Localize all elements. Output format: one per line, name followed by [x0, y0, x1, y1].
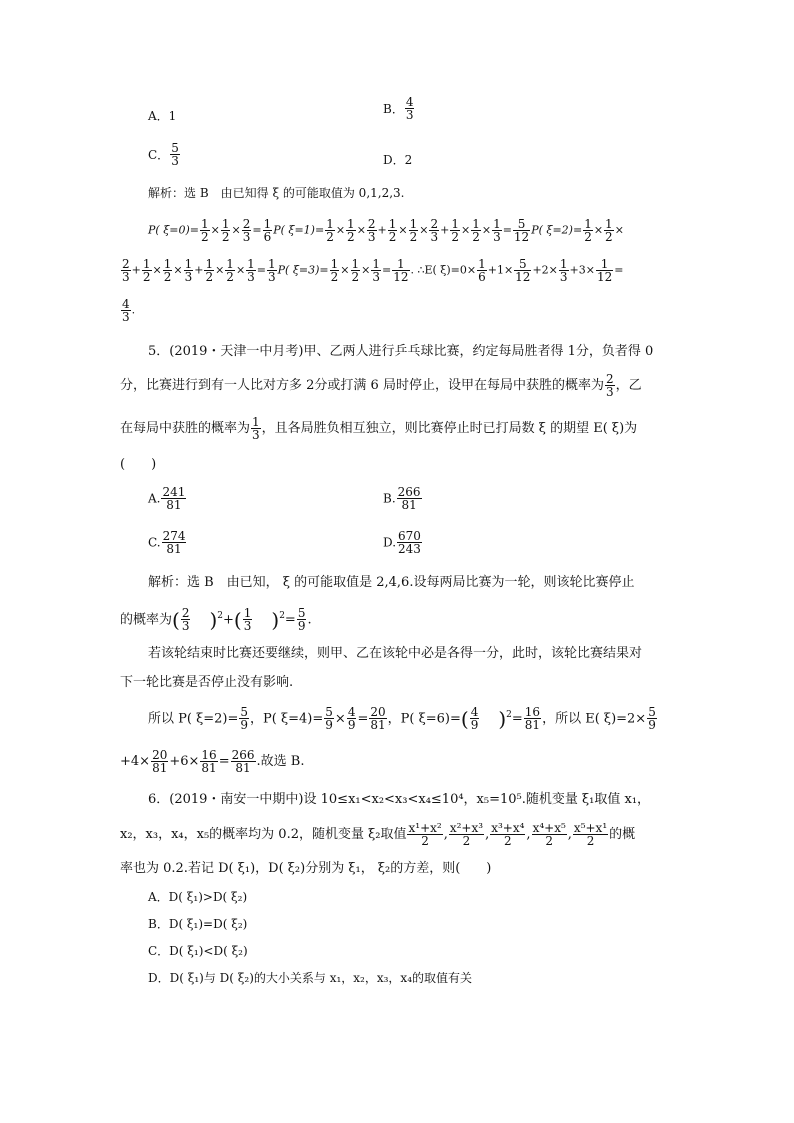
- q5-solution-line1: [148, 574, 634, 592]
- q6-option-a: [148, 888, 247, 906]
- q4-solution-line1: P( ξ=0)= $\frac{1}{2}$ × $\frac{1}{2}$ × $\frac{2}{3}$ = $\frac{1}{6}$ P( ξ=1)= $\frac{1}{2}$ × $\frac{1}{2}$ × $\frac{2}{3}$ + $\frac{1}{2}$ × $\frac{1}{2}$ × $\frac{2}{3}$ + $\frac{1}{2}$ × $\frac{1}{2}$ × $\frac{1}{3}$ = $\frac{5}{12}$ P( ξ=2)= $\frac{1}{2}$ × $\frac{1}{2}$ ×: [148, 217, 624, 244]
- solution-text: 的概率为: [120, 612, 173, 628]
- solution-text: 所以 P( ξ=2)=: [148, 711, 239, 727]
- q5-solution-line4: [120, 674, 293, 692]
- q6-stem-line3: [120, 860, 491, 878]
- prob-label: P( ξ=2)=: [531, 223, 583, 237]
- q6-option-c: [148, 942, 248, 960]
- q5-solution-line3: [148, 645, 642, 663]
- q4-option-b: [383, 96, 415, 121]
- q5-option-d: D. $\frac{670}{243}$: [383, 529, 421, 556]
- q4-option-a: [148, 107, 176, 124]
- q6-stem-line2: x₂，x₃，x₄，x₅的概率均为 0.2，随机变量 ξ₂取值 $\frac{\text{x¹+x²}}{2}$ , $\frac{\text{x²+x³}}{2}$ , $\frac{\text{x³+x⁴}}{2}$ , $\frac{\text{x⁴+x⁵}}{2}$ , $\frac{\text{x⁵+x¹}}{2}$ 的概: [120, 821, 636, 848]
- q4-option-c: [148, 142, 181, 167]
- q4-solution-result: $\frac{4}{3}$ .: [122, 297, 136, 324]
- q6-stem-line1: [148, 791, 650, 809]
- option-value: 1: [168, 109, 177, 123]
- q6-option-d: [148, 969, 472, 987]
- q4-solution-line2: $\frac{2}{3}$ + $\frac{1}{2}$ × $\frac{1}{2}$ × $\frac{1}{3}$ + $\frac{1}{2}$ × $\frac{1}{2}$ × $\frac{1}{3}$ = $\frac{1}{3}$ P( ξ=3)= $\frac{1}{2}$ × $\frac{1}{2}$ × $\frac{1}{3}$ = $\frac{1}{12}$ . ∴E( ξ)=0× $\frac{1}{6}$ +1× $\frac{5}{12}$ +2× $\frac{1}{3}$ +3× $\frac{1}{12}$ =: [122, 257, 624, 284]
- question-text: 分，比赛进行到有一人比对方多 2分或打满 6 局时停止，设甲在每局中获胜的概率为: [120, 378, 604, 393]
- option-label: D.: [383, 535, 397, 550]
- q5-stem-line1: [148, 343, 653, 361]
- option-text: B．D( ξ₁)=D( ξ₂): [148, 917, 248, 931]
- option-label: C．: [148, 148, 170, 162]
- prob-label: P( ξ=0)=: [148, 223, 199, 237]
- question-text: x₂，x₃，x₄，x₅的概率均为 0.2，随机变量 ξ₂取值: [120, 827, 407, 842]
- prob-label: P( ξ=1)=: [273, 223, 325, 237]
- solution-text: 下一轮比赛是否停止没有影响.: [120, 675, 294, 690]
- fraction: $\frac{4}{3}$: [405, 95, 414, 122]
- q5-option-c: C. $\frac{274}{81}$: [148, 529, 186, 556]
- option-label: B．: [383, 102, 404, 116]
- question-text: 6．(2019・南安一中期中)设 10≤x₁<x₂<x₃<x₄≤10⁴，x₅=10⁵.随机变量 ξ₁取值 x₁，: [148, 792, 651, 807]
- q5-solution-line5: 所以 P( ξ=2)= $\frac{5}{9}$ ，P( ξ=4)= $\frac{5}{9}$ × $\frac{4}{9}$ = $\frac{20}{81}$ ，P( ξ=6)=( $\frac{4}{9}$ )$^2$= $\frac{16}{81}$ ，所以 E( ξ)=2× $\frac{5}{9}$: [148, 705, 656, 733]
- solution-text: 解析：选 B 由已知， ξ 的可能取值是 2,4,6.设每两局比赛为一轮，则该轮比赛停止: [148, 575, 635, 590]
- q5-stem-line3: 在每局中获胜的概率为 $\frac{1}{3}$ ，且各局胜负相互独立，则比赛停止时已打局数 ξ 的期望 E( ξ)为: [120, 415, 638, 442]
- option-text: C．D( ξ₁)<D( ξ₂): [148, 944, 248, 958]
- q5-option-b: B. $\frac{266}{81}$: [383, 485, 421, 512]
- q5-stem-line2: 分，比赛进行到有一人比对方多 2分或打满 6 局时停止，设甲在每局中获胜的概率为 $\frac{2}{3}$ ，乙: [120, 372, 642, 399]
- answer-blank: ( ): [120, 457, 157, 472]
- option-value: 2: [404, 153, 413, 167]
- q6-option-b: [148, 915, 247, 933]
- q4-option-d: [383, 151, 412, 168]
- solution-text: .故选 B.: [256, 754, 305, 769]
- option-text: D．D( ξ₁)与 D( ξ₂)的大小关系与 x₁，x₂，x₃，x₄的取值有关: [148, 971, 473, 985]
- question-text: 率也为 0.2.若记 D( ξ₁)，D( ξ₂)分别为 ξ₁， ξ₂的方差，则( ): [120, 861, 492, 876]
- fraction: $\frac{5}{3}$: [171, 141, 179, 168]
- q5-answer-paren: [120, 456, 156, 474]
- prob-label: P( ξ=3)=: [277, 263, 329, 277]
- q5-option-a: A. $\frac{241}{81}$: [148, 485, 186, 512]
- option-text: A．D( ξ₁)>D( ξ₂): [148, 890, 248, 904]
- solution-text: 若该轮结束时比赛还要继续，则甲、乙在该轮中必是各得一分，此时，该轮比赛结果对: [148, 646, 643, 661]
- solution-text: 解析：选 B 由已知得 ξ 的可能取值为 0,1,2,3.: [148, 186, 405, 200]
- option-label: D．: [383, 153, 405, 167]
- question-text: 在每局中获胜的概率为: [120, 421, 251, 436]
- question-text: 5．(2019・天津一中月考)甲、乙两人进行乒乓球比赛，约定每局胜者得 1分，负者得 0: [148, 344, 654, 359]
- q5-solution-line2: 的概率为( $\frac{2}{3}$ )$^2$+( $\frac{1}{3}$ )$^2$= $\frac{5}{9}$ .: [120, 606, 312, 634]
- option-label: A．: [148, 109, 169, 123]
- option-label: B.: [383, 491, 396, 506]
- option-label: C.: [148, 535, 161, 550]
- q5-solution-line6: +4× $\frac{20}{81}$ +6× $\frac{16}{81}$ = $\frac{266}{81}$ .故选 B.: [120, 748, 305, 775]
- option-label: A.: [148, 491, 161, 506]
- q4-solution-intro: [148, 184, 404, 202]
